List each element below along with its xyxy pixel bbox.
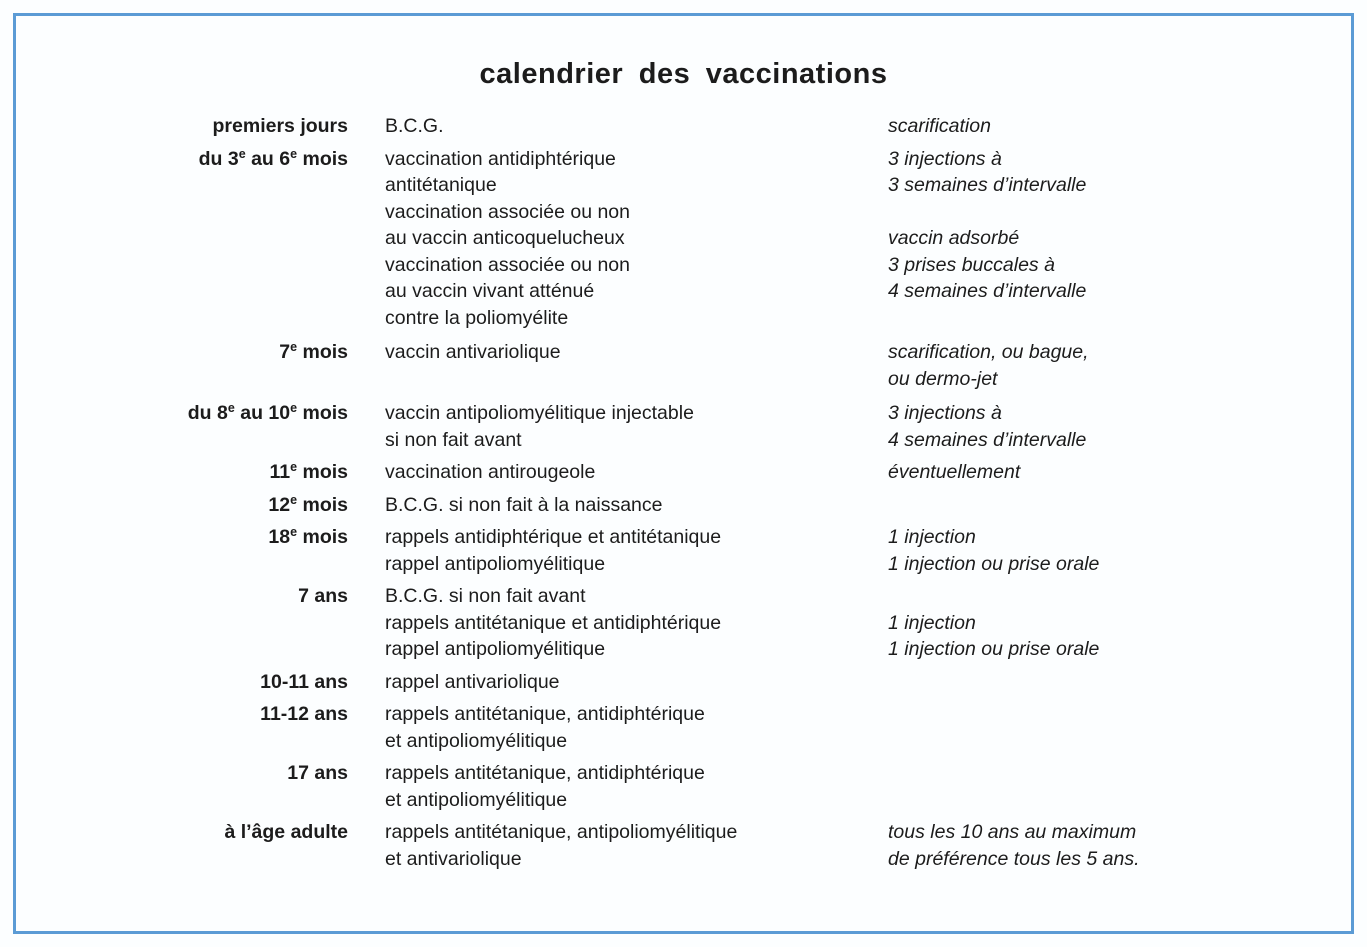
vaccine-line: et antivariolique (385, 847, 522, 870)
schedule-row-note-list (888, 339, 1348, 392)
schedule-row-vaccine-list (385, 492, 880, 519)
schedule-row-age-label: 7e mois (279, 340, 348, 363)
note-line: tous les 10 ans au maximum (888, 821, 1137, 843)
note-line: 4 semaines d’intervalle (888, 428, 1087, 451)
schedule-row (0, 400, 1367, 453)
schedule-row-age-label: à l’âge adulte (224, 821, 348, 843)
note-line: 3 prises buccales à (888, 253, 1055, 276)
schedule-row-vaccine-list (385, 459, 880, 486)
schedule-row-age-label: du 8e au 10e mois (187, 401, 348, 424)
schedule-row-age-label: premiers jours (212, 115, 348, 137)
vaccine-line: contre la poliomyélite (385, 306, 569, 329)
note-line: vaccin adsorbé (888, 227, 1020, 249)
vaccine-line: et antipoliomyélitique (385, 729, 568, 752)
page-title: calendrier des vaccinations (479, 58, 888, 90)
schedule-row (0, 459, 1367, 486)
note-line: 3 injections à (888, 402, 1002, 424)
schedule-row-age-label: du 3e au 6e mois (198, 146, 348, 170)
vaccine-line: rappel antipoliomyélitique (385, 552, 606, 575)
vaccine-line: B.C.G. (385, 115, 444, 137)
note-line: scarification (888, 115, 991, 137)
schedule-row-note-list (888, 583, 1348, 663)
vaccine-line: au vaccin vivant atténué (385, 280, 595, 302)
note-line: 1 injection ou prise orale (888, 638, 1100, 660)
note-line: 4 semaines d’intervalle (888, 280, 1087, 302)
schedule-row-vaccine-list (385, 339, 880, 366)
note-line: 1 injection (888, 611, 976, 634)
vaccine-line: rappels antitétanique, antipoliomyélitique (385, 821, 738, 843)
vaccine-line: au vaccin anticoquelucheux (385, 227, 625, 249)
schedule-row-vaccine-list (385, 760, 880, 813)
schedule-table (0, 113, 1367, 872)
vaccine-line: vaccination antirougeole (385, 461, 596, 483)
schedule-row-age-label: 7 ans (298, 585, 348, 607)
vaccine-line: vaccination antidiphtérique (385, 147, 616, 170)
schedule-row (0, 760, 1367, 813)
vaccine-line: rappels antidiphtérique et antitétanique (385, 526, 722, 548)
schedule-row-age-label: 12e mois (268, 492, 348, 516)
schedule-row-vaccine-list (385, 583, 880, 663)
vaccine-line: vaccin antivariolique (385, 341, 561, 363)
schedule-row (0, 492, 1367, 519)
vaccine-line: B.C.G. si non fait avant (385, 585, 586, 607)
schedule-row (0, 339, 1367, 392)
vaccine-line: vaccin antipoliomyélitique injectable (385, 402, 694, 424)
schedule-row-vaccine-list (385, 400, 880, 453)
vaccine-line: rappels antitétanique et antidiphtérique (385, 611, 722, 634)
note-line: 1 injection ou prise orale (888, 552, 1100, 575)
schedule-row (0, 583, 1367, 663)
schedule-row-vaccine-list (385, 701, 880, 754)
schedule-row (0, 146, 1367, 332)
vaccine-line: rappels antitétanique, antidiphtérique (385, 703, 705, 725)
schedule-row (0, 113, 1367, 140)
vaccine-line: si non fait avant (385, 428, 522, 451)
schedule-row (0, 701, 1367, 754)
schedule-row-age-label: 17 ans (287, 762, 348, 784)
schedule-row-vaccine-list (385, 524, 880, 577)
schedule-row-note-list (888, 819, 1348, 872)
schedule-row-age-label: 11e mois (269, 460, 348, 483)
schedule-row-note-list (888, 459, 1348, 486)
schedule-row-note-list (888, 113, 1348, 140)
note-line: scarification, ou bague, (888, 341, 1089, 363)
schedule-row-vaccine-list (385, 146, 880, 332)
schedule-row-note-list (888, 400, 1348, 453)
vaccine-line: rappel antipoliomyélitique (385, 638, 606, 660)
note-line: 3 injections à (888, 147, 1002, 170)
schedule-row-note-list (888, 146, 1348, 332)
note-line: ou dermo-jet (888, 367, 998, 390)
vaccine-line: vaccination associée ou non (385, 253, 630, 276)
note-line: de préférence tous les 5 ans. (888, 847, 1140, 870)
vaccine-line: et antipoliomyélitique (385, 788, 568, 811)
schedule-row-age-label: 10-11 ans (260, 670, 348, 693)
vaccine-line: rappel antivariolique (385, 670, 560, 693)
vaccine-line: antitétanique (385, 174, 497, 196)
schedule-row (0, 669, 1367, 696)
vaccine-line: B.C.G. si non fait à la naissance (385, 493, 663, 516)
schedule-row-age-label: 18e mois (268, 525, 348, 548)
schedule-row-vaccine-list (385, 669, 880, 696)
note-line: 3 semaines d’intervalle (888, 174, 1087, 196)
vaccine-line: vaccination associée ou non (385, 200, 630, 223)
schedule-row-note-list (888, 524, 1348, 577)
schedule-row-age-label: 11-12 ans (260, 703, 348, 725)
schedule-row (0, 819, 1367, 872)
vaccine-line: rappels antitétanique, antidiphtérique (385, 762, 705, 784)
note-line: 1 injection (888, 526, 976, 548)
schedule-row (0, 524, 1367, 577)
schedule-row-vaccine-list (385, 819, 880, 872)
schedule-row-vaccine-list (385, 113, 880, 140)
note-line: éventuellement (888, 461, 1021, 483)
